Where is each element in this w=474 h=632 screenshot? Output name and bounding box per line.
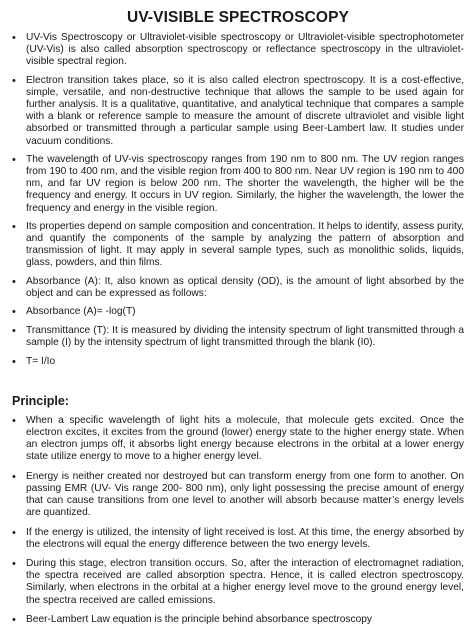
absorbance-formula: • Absorbance (A)= -log(T) <box>12 306 464 318</box>
list-item: • The wavelength of UV-vis spectroscopy ranges from 190 nm to 800 nm. The UV region ranges from 190 to 400 nm, and the visible region from 400 to 800 nm. Near UV region is 190 nm to 400 nm, and far UV region is below 200 nm. The shorter the wavelength, the higher will be the frequency and energy. It occurs in UV region. Similarly, the higher the wavelength, the lower the frequency and energy in the visible region. <box>12 154 464 215</box>
principle-heading: Principle: <box>12 393 69 408</box>
transmittance-formula: • T= I/Io <box>12 356 464 368</box>
list-item: • Electron transition takes place, so it is also called electron spectroscopy. It is a cost-effective, simple, versatile, and non-destructive technique that allows the sample to be used again for further analysis. It is a qualitative, quantitative, and analytical technique that compares a sample with a blank or reference sample to measure the amount of discrete ultraviolet and visible light absorbed or transmitted through a particular sample using Beer-Lambert law. It studies under vacuum conditions. <box>12 75 464 148</box>
list-item: • Its properties depend on sample composition and concentration. It helps to identify, assess purity, and quantify the components of the sample by analyzing the pattern of absorption and transmission of light. It may apply in several sample types, such as monolithic solids, liquids, glass, powders, and thin films. <box>12 221 464 270</box>
list-item: • When a specific wavelength of light hits a molecule, that molecule gets excited. Once the electron excites, it excites from the ground (lower) energy state to the higher energy state. When an electron jumps off, it absorbs light energy because electrons in the orbital at a lower energy state utilize energy to move to a higher energy level. <box>12 415 464 464</box>
list-item: • Energy is neither created nor destroyed but can transform energy from one form to another. On passing EMR (UV- Vis range 200- 800 nm), only light possessing the precise amount of energy that can cause transitions from one level to another will absorb because matter’s energy levels are quantized. <box>12 471 464 520</box>
page-title: UV-VISIBLE SPECTROSCOPY <box>127 9 349 26</box>
list-item: • Beer-Lambert Law equation is the principle behind absorbance spectroscopy <box>12 614 464 626</box>
list-item: • If the energy is utilized, the intensity of light received is lost. At this time, the energy absorbed by the electrons will equal the energy difference between the two energy levels. <box>12 527 464 551</box>
list-item: • During this stage, electron transition occurs. So, after the interaction of electromagnet radiation, the spectra received are called absorption spectra. Hence, it is called electron spectroscopy. Similarly, when electrons in the orbital at a higher energy level move to the ground energy level, the spectra received are called emissions. <box>12 558 464 607</box>
intro-bullet-list <box>12 32 464 368</box>
principle-bullet-list <box>12 415 464 626</box>
list-item: • Absorbance (A): It, also known as optical density (OD), is the amount of light absorbed by the object and can be expressed as follows: <box>12 276 464 300</box>
list-item: • UV-Vis Spectroscopy or Ultraviolet-visible spectroscopy or Ultraviolet-visible spectrophotometer (UV-Vis) is also called absorption spectroscopy or reflectance spectroscopy in the ultraviolet-visible spectral region. <box>12 32 464 69</box>
list-item: • Transmittance (T): It is measured by dividing the intensity spectrum of light transmitted through a sample (I) by the intensity spectrum of light transmitted through the blank (I0). <box>12 325 464 349</box>
